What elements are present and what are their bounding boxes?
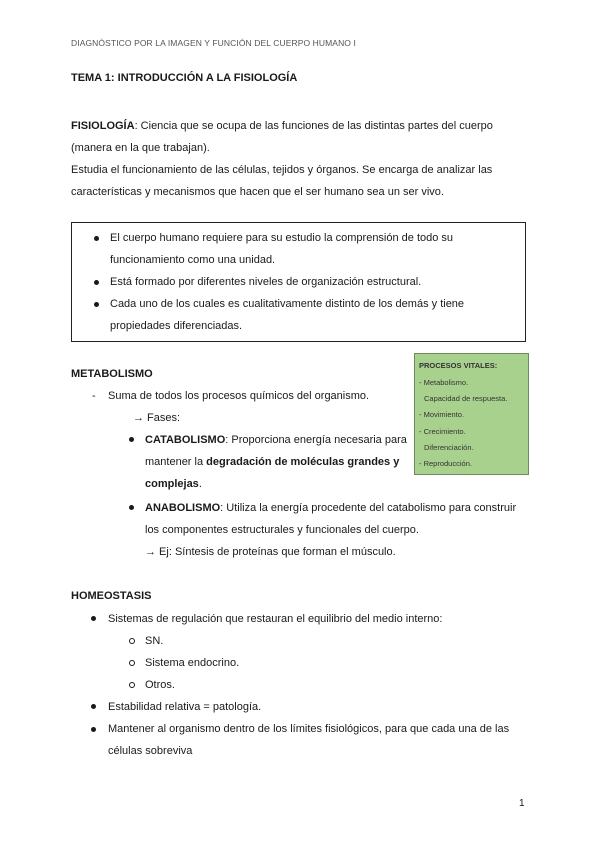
intro-definition <box>71 115 528 159</box>
circle-bullet-icon <box>129 660 135 666</box>
homeostasis-item-line: Mantener al organismo dentro de los límites fisiológicos, para que cada una de las <box>108 723 510 735</box>
page-number: 1 <box>519 798 525 809</box>
bullet-icon <box>91 704 96 709</box>
catabolism-line1 <box>145 429 407 451</box>
homeostasis-subitem: Otros. <box>145 679 175 691</box>
catabolism-line3 <box>145 473 202 495</box>
catabolism-text: : Proporciona energía necesaria para <box>225 434 407 446</box>
anabolism-line1 <box>145 497 516 519</box>
term-fisiologia: FISIOLOGÍA <box>71 120 135 132</box>
homeostasis-heading: HOMEOSTASIS <box>71 590 152 602</box>
bullet-icon <box>91 727 96 732</box>
intro-paragraph <box>71 159 528 203</box>
term-catabolism: CATABOLISMO <box>145 434 226 446</box>
bullet-icon <box>94 302 99 307</box>
homeostasis-item: Sistemas de regulación que restauran el equilibrio del medio interno: <box>108 613 443 625</box>
vital-processes-title: PROCESOS VITALES: <box>419 361 498 370</box>
anabolism-text: : Utiliza la energía procedente del catabolismo para construir <box>220 502 517 514</box>
summary-item <box>110 271 522 293</box>
circle-bullet-icon <box>129 638 135 644</box>
summary-item-line: El cuerpo humano requiere para su estudio la comprensión de todo su <box>110 232 454 244</box>
vital-process-item: - Crecimiento. <box>419 427 466 436</box>
summary-item-line: propiedades diferenciadas. <box>110 320 243 332</box>
metabolism-heading: METABOLISMO <box>71 368 153 380</box>
phases-label: → Fases: <box>133 412 181 424</box>
vital-process-item: - Reproducción. <box>419 459 472 468</box>
anabolism-example: → Ej: Síntesis de proteínas que forman el músculo. <box>145 546 396 558</box>
catabolism-emphasis: degradación de moléculas grandes y <box>206 456 400 468</box>
vital-process-item: - Metabolismo. <box>419 378 469 387</box>
page-header: DIAGNÓSTICO POR LA IMAGEN Y FUNCIÓN DEL CUERPO HUMANO I <box>71 38 356 48</box>
summary-item <box>110 293 522 337</box>
page-title: TEMA 1: INTRODUCCIÓN A LA FISIOLOGÍA <box>71 72 298 84</box>
metabolism-summary: Suma de todos los procesos químicos del organismo. <box>108 390 370 402</box>
bullet-icon <box>129 437 134 442</box>
homeostasis-item-line: células sobreviva <box>108 745 193 757</box>
homeostasis-item <box>108 718 528 762</box>
catabolism-line2 <box>145 451 399 473</box>
term-anabolism: ANABOLISMO <box>145 502 221 514</box>
homeostasis-item: Estabilidad relativa = patología. <box>108 701 262 713</box>
definition-text: : Ciencia que se ocupa de las funciones de las distintas partes del cuerpo <box>134 120 493 132</box>
vital-process-item: - Movimiento. <box>419 410 465 419</box>
catabolism-text: mantener la <box>145 456 207 468</box>
dash-bullet: - <box>92 390 96 402</box>
summary-item-line: funcionamiento como una unidad. <box>110 254 276 266</box>
bullet-icon <box>91 616 96 621</box>
homeostasis-subitem: Sistema endocrino. <box>145 657 240 669</box>
summary-item-line: Cada uno de los cuales es cualitativamente distinto de los demás y tiene <box>110 298 465 310</box>
vital-processes-box <box>414 353 529 475</box>
definition-continuation: (manera en la que trabajan). <box>71 142 210 154</box>
intro-paragraph-line2: características y mecanismos que hacen que el ser humano sea un ser vivo. <box>71 186 444 198</box>
catabolism-text: . <box>198 478 202 490</box>
summary-item-line: Está formado por diferentes niveles de organización estructural. <box>110 276 422 288</box>
summary-box <box>71 222 526 342</box>
intro-paragraph-line1: Estudia el funcionamiento de las células, tejidos y órganos. Se encarga de analizar las <box>71 164 493 176</box>
vital-process-item: Diferenciación. <box>424 443 474 452</box>
summary-item <box>110 227 522 271</box>
bullet-icon <box>94 280 99 285</box>
bullet-icon <box>94 236 99 241</box>
circle-bullet-icon <box>129 682 135 688</box>
vital-process-item: Capacidad de respuesta. <box>424 394 508 403</box>
catabolism-emphasis: complejas <box>145 478 199 490</box>
bullet-icon <box>129 505 134 510</box>
homeostasis-subitem: SN. <box>145 635 164 647</box>
anabolism-line2: los componentes estructurales y funcionales del cuerpo. <box>145 524 419 536</box>
